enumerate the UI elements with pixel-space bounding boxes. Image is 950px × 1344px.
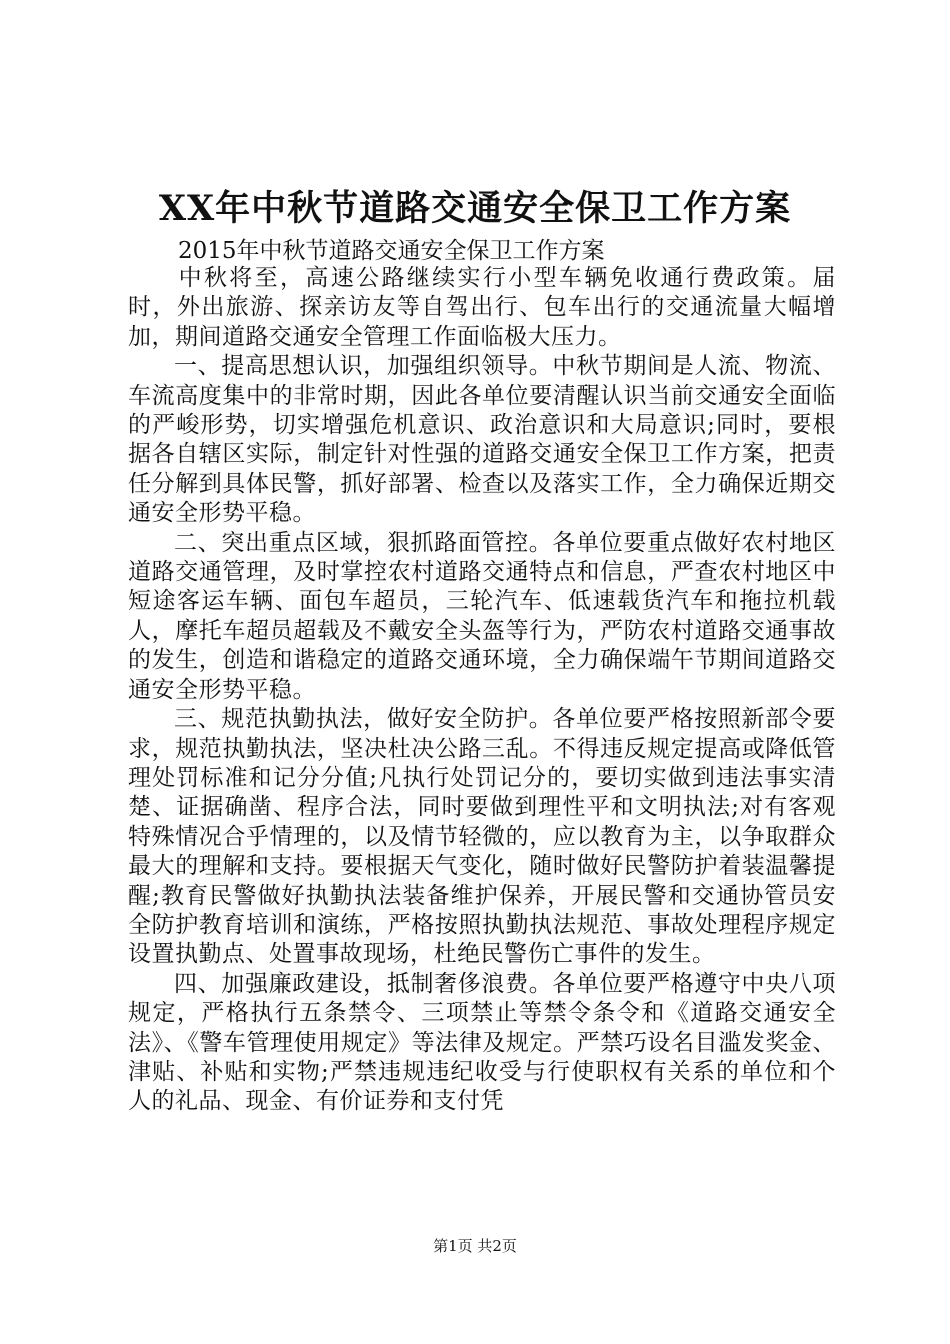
- document-title: XX年中秋节道路交通安全保卫工作方案: [158, 188, 792, 229]
- paragraph-intro: 中秋将至，高速公路继续实行小型车辆免收通行费政策。届时，外出旅游、探亲访友等自驾出行、包车出行的交通流量大幅增加，期间道路交通安全管理工作面临极大压力。: [128, 265, 836, 350]
- document-body: [128, 264, 836, 1117]
- paragraph-section-1: 一、提高思想认识，加强组织领导。中秋节期间是人流、物流、车流高度集中的非常时期，因此各单位要清醒认识当前交通安全面临的严峻形势，切实增强危机意识、政治意识和大局意识;同时，要根据各自辖区实际，制定针对性强的道路交通安全保卫工作方案，把责任分解到具体民警，抓好部署、检查以及落实工作，全力确保近期交通安全形势平稳。: [128, 353, 836, 527]
- document-subtitle: 2015年中秋节道路交通安全保卫工作方案: [178, 238, 605, 264]
- paragraph-section-4: 四、加强廉政建设，抵制奢侈浪费。各单位要严格遵守中央八项规定，严格执行五条禁令、三项禁止等禁令条令和《道路交通安全法》、《警车管理使用规定》等法律及规定。严禁巧设名目滥发奖金、津贴、补贴和实物;严禁违规违纪收受与行使职权有关系的单位和个人的礼品、现金、有价证券和支付凭: [128, 970, 836, 1115]
- paragraph-section-3: 三、规范执勤执法，做好安全防护。各单位要严格按照新部令要求，规范执勤执法，坚决杜决公路三乱。不得违反规定提高或降低管理处罚标准和记分分值;凡执行处罚记分的，要切实做到违法事实清楚、证据确凿、程序合法，同时要做到理性平和文明执法;对有客观特殊情况合乎情理的，以及情节轻微的，应以教育为主，以争取群众最大的理解和支持。要根据天气变化，随时做好民警防护着装温馨提醒;教育民警做好执勤执法装备维护保养，开展民警和交通协管员安全防护教育培训和演练，严格按照执勤执法规范、事故处理程序规定设置执勤点、处置事故现场，杜绝民警伤亡事件的发生。: [128, 706, 836, 968]
- paragraph-section-2: 二、突出重点区域，狠抓路面管控。各单位要重点做好农村地区道路交通管理，及时掌控农村道路交通特点和信息，严查农村地区中短途客运车辆、面包车超员，三轮汽车、低速载货汽车和拖拉机载人，摩托车超员超载及不戴安全头盔等行为，严防农村道路交通事故的发生，创造和谐稳定的道路交通环境，全力确保端午节期间道路交通安全形势平稳。: [128, 529, 836, 703]
- page-footer: 第1页 共2页: [433, 1237, 517, 1255]
